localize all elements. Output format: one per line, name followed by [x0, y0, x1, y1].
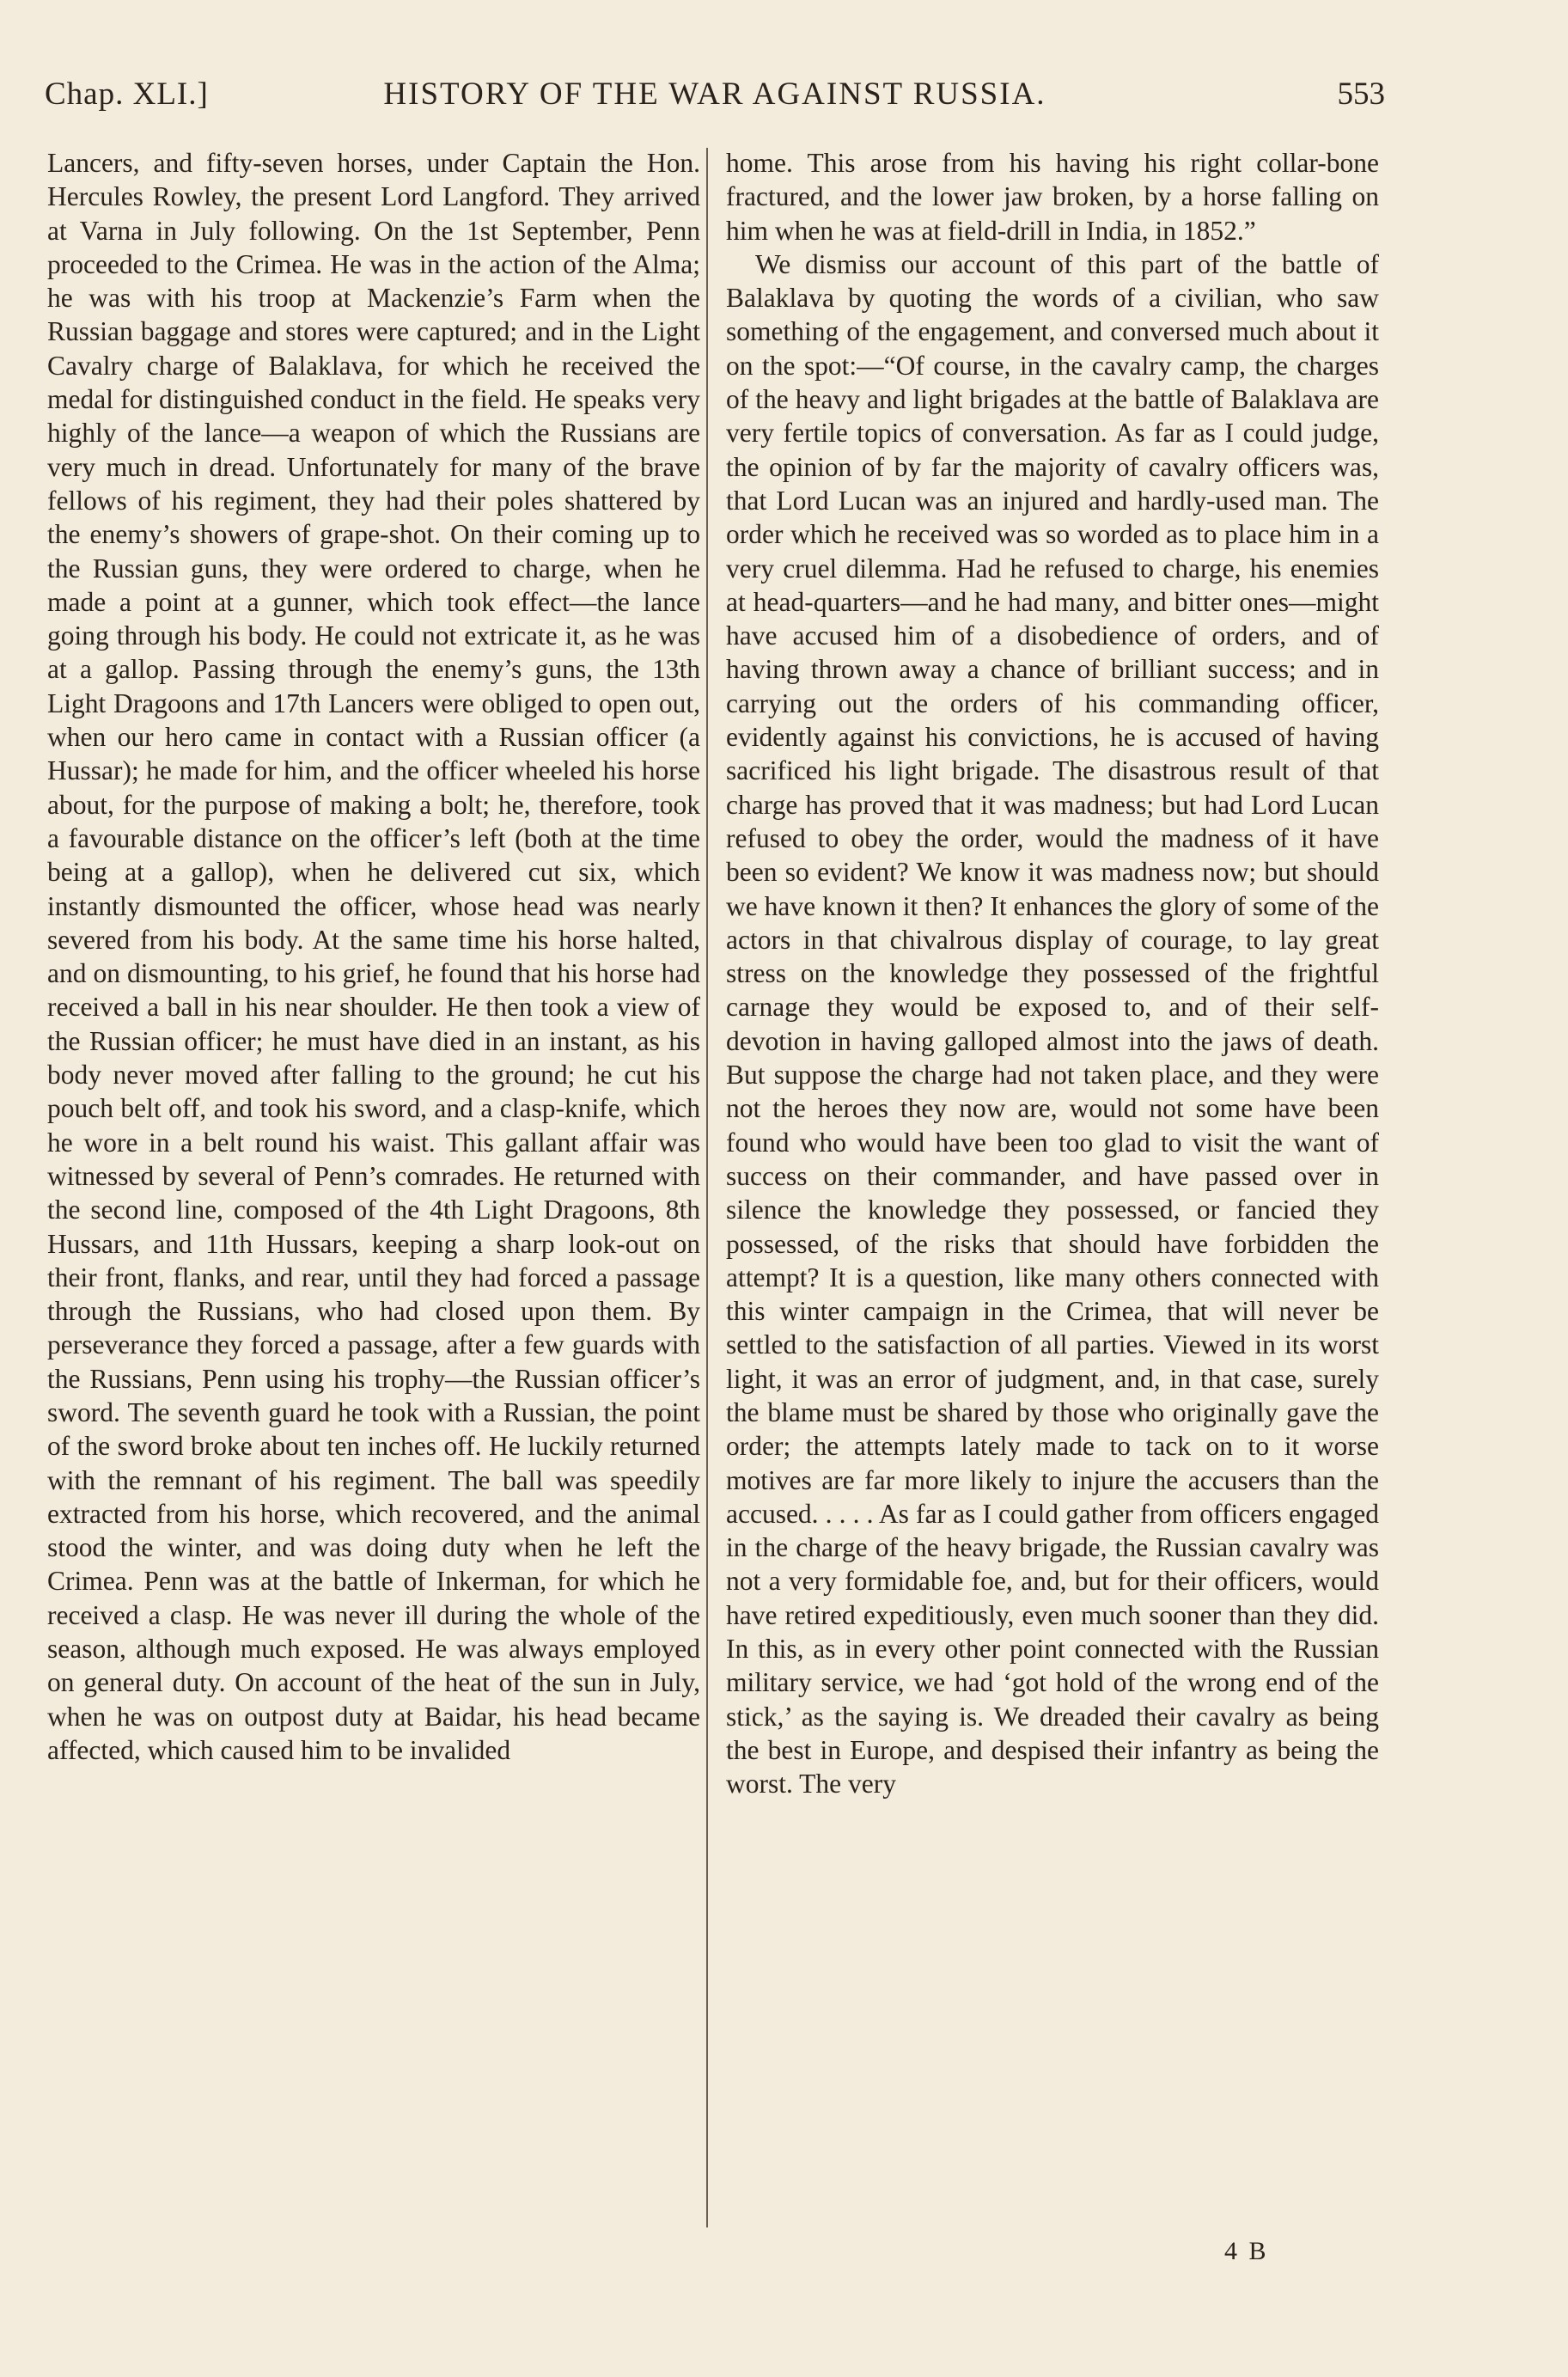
left-column	[47, 146, 700, 1767]
right-paragraph-1: home. This arose from his having his right collar-bone fractured, and the lower jaw broken, by a horse falling on him when he was at field-drill in India, in 1852.”	[726, 148, 1379, 246]
running-header	[45, 76, 1385, 127]
right-paragraph-2: We dismiss our account of this part of the battle of Balaklava by quoting the words of a civilian, who saw something of the engagement, and conversed much about it on the spot:—“Of course, in the cavalry camp, the charges of the heavy and light brigades at the battle of Balaklava are very fertile topics of conversation. As far as I could judge, the opinion of by far the majority of cavalry officers was, that Lord Lucan was an injured and hardly-used man. The order which he received was so worded as to place him in a very cruel dilemma. Had he refused to charge, his enemies at head-quarters—and he had many, and bitter ones—might have accused him of a disobedience of orders, and of having thrown away a chance of brilliant success; and in carrying out the orders of his commanding officer, evidently against his convictions, he is accused of having sacrificed his light brigade. The disastrous result of that charge has proved that it was madness; but had Lord Lucan refused to obey the order, would the madness of it have been so evident? We know it was madness now; but should we have known it then? It enhances the glory of some of the actors in that chivalrous display of courage, to lay great stress on the knowledge they possessed of the frightful carnage they would be exposed to, and of their self-devotion in having galloped almost into the jaws of death. But suppose the charge had not taken place, and they were not the heroes they now are, would not some have been found who would have been too glad to visit the want of success on their commander, and have passed over in silence the knowledge they possessed, or fancied they possessed, of the risks that should have forbidden the attempt? It is a question, like many others connected with this winter campaign in the Crimea, that will never be settled to the satisfaction of all parties. Viewed in its worst light, it was an error of judgment, and, in that case, surely the blame must be shared by those who originally gave the order; the attempts lately made to tack on to it worse motives are far more likely to injure the accusers than the accused. . . . . As far as I could gather from officers engaged in the charge of the heavy brigade, the Russian cavalry was not a very formidable foe, and, but for their officers, would have retired expeditiously, even much sooner than they did. In this, as in every other point connected with the Russian military service, we had ‘got hold of the wrong end of the stick,’ as the saying is. We dreaded their cavalry as being the best in Europe, and despised their infantry as being the worst. The very	[726, 248, 1379, 1800]
left-paragraph-1: Lancers, and fifty-seven horses, under Captain the Hon. Hercules Rowley, the present Lord Langford. They arrived at Varna in July following. On the 1st September, Penn proceeded to the Crimea. He was in the action of the Alma; he was with his troop at Mackenzie’s Farm when the Russian baggage and stores were captured; and in the Light Cavalry charge of Balaklava, for which he received the medal for distinguished conduct in the field. He speaks very highly of the lance—a weapon of which the Russians are very much in dread. Unfortunately for many of the brave fellows of his regiment, they had their poles shattered by the enemy’s showers of grape-shot. On their coming up to the Russian guns, they were ordered to charge, when he made a point at a gunner, which took effect—the lance going through his body. He could not extricate it, as he was at a gallop. Passing through the enemy’s guns, the 13th Light Dragoons and 17th Lancers were obliged to open out, when our hero came in contact with a Russian officer (a Hussar); he made for him, and the officer wheeled his horse about, for the purpose of making a bolt; he, therefore, took a favourable distance on the officer’s left (both at the time being at a gallop), when he delivered cut six, which instantly dismounted the officer, whose head was nearly severed from his body. At the same time his horse halted, and on dismounting, to his grief, he found that his horse had received a ball in his near shoulder. He then took a view of the Russian officer; he must have died in an instant, as his body never moved after falling to the ground; he cut his pouch belt off, and took his sword, and a clasp-knife, which he wore in a belt round his waist. This gallant affair was witnessed by several of Penn’s comrades. He returned with the second line, composed of the 4th Light Dragoons, 8th Hussars, and 11th Hussars, keeping a sharp look-out on their front, flanks, and rear, until they had forced a passage through the Russians, who had closed upon them. By perseverance they forced a passage, after a few guards with the Russians, Penn using his trophy—the Russian officer’s sword. The seventh guard he took with a Russian, the point of the sword broke about ten inches off. He luckily returned with the remnant of his regiment. The ball was speedily extracted from his horse, which recovered, and the animal stood the winter, and was doing duty when he left the Crimea. Penn was at the battle of Inkerman, for which he received a clasp. He was never ill during the whole of the season, although much exposed. He was always employed on general duty. On account of the heat of the sun in July, when he was on outpost duty at Baidar, his head became affected, which caused him to be invalided	[47, 148, 700, 1765]
page-number: 553	[1337, 76, 1385, 112]
running-title: HISTORY OF THE WAR AGAINST RUSSIA.	[383, 76, 1046, 112]
right-column	[726, 146, 1379, 1801]
signature-mark: 4 B	[1224, 2237, 1269, 2265]
column-rule	[706, 148, 708, 2227]
chapter-label: Chap. XLI.]	[45, 76, 209, 112]
